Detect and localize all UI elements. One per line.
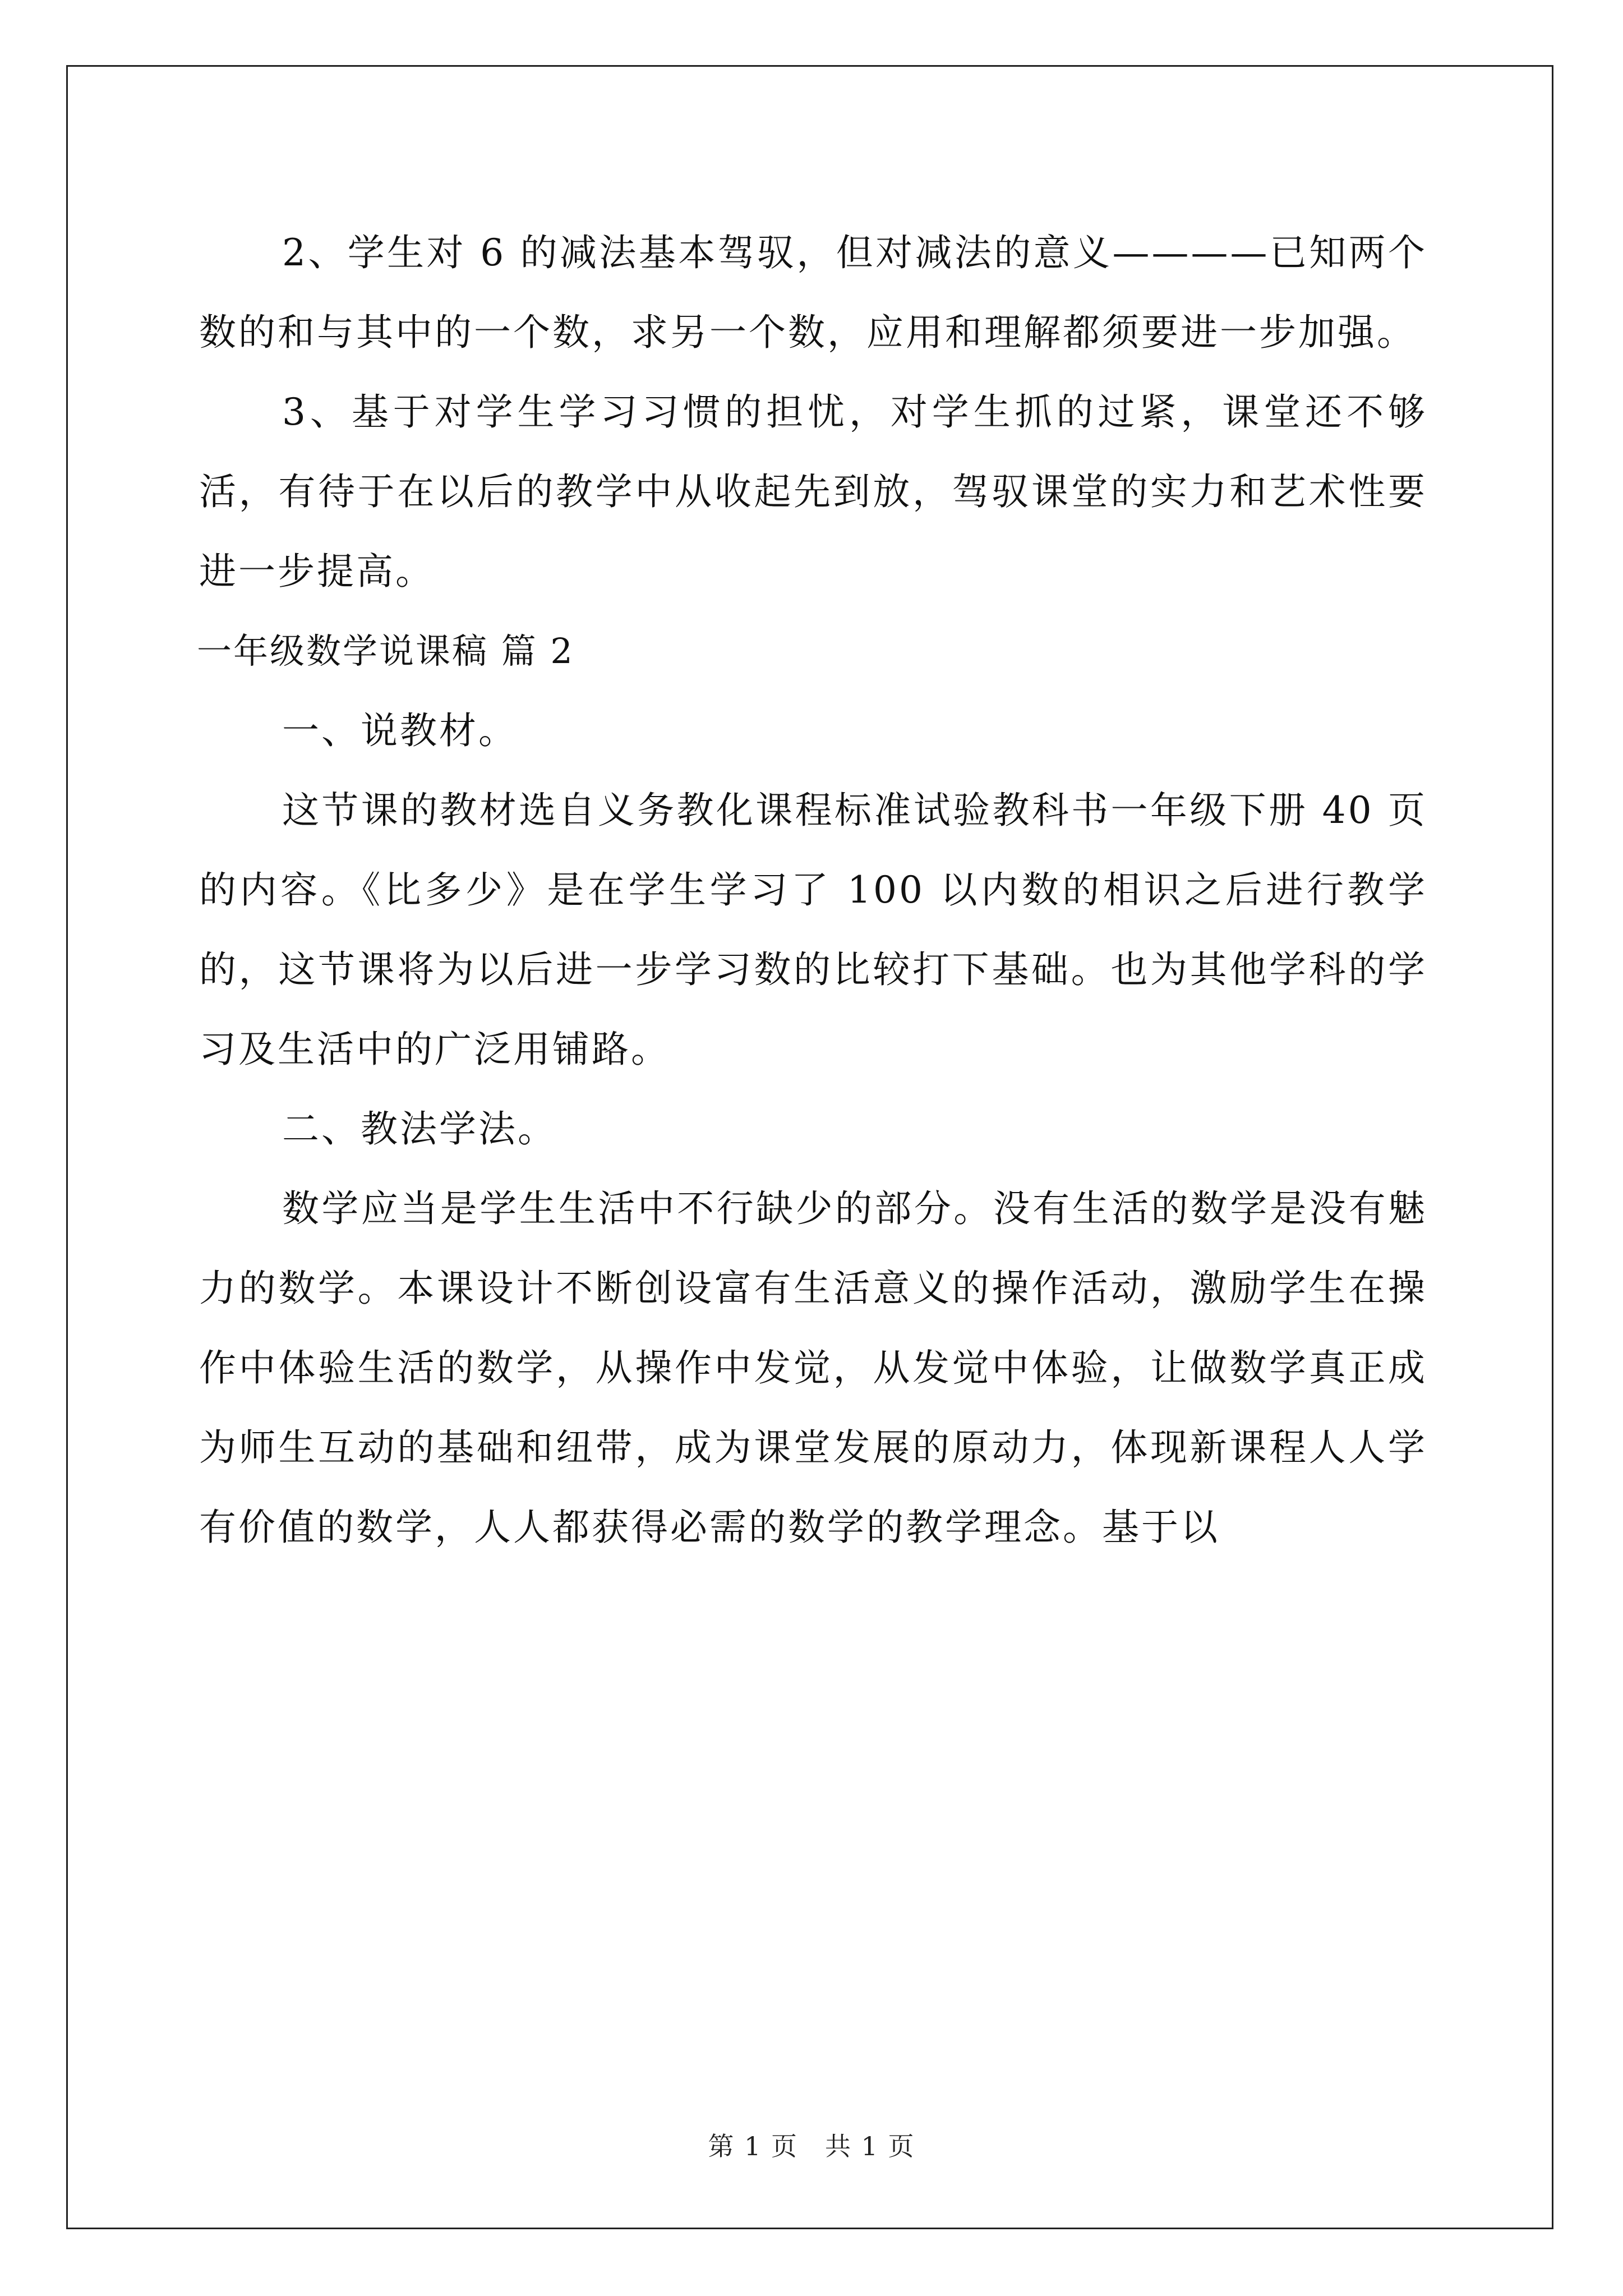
paragraph-3: 一、说教材。 (282, 709, 518, 752)
page-footer: 第 1 页 共 1 页 (708, 2131, 915, 2161)
paragraph-6: 数学应当是学生生活中不行缺少的部分。没有生活的数学是没有魅力的数学。本课设计不断创设富有生活意义的操作活动，激励学生在操作中体验生活的数学，从操作中发觉，从发觉中体验，让做数学真正成为师生互动的基础和纽带，成为课堂发展的原动力，体现新课程人人学有价值的数学，人人都获得必需的数学的教学理念。基于以 (199, 1187, 1427, 1549)
section-heading: 一年级数学说课稿 篇 2 (197, 631, 574, 671)
paragraph-5: 二、教法学法。 (282, 1107, 557, 1151)
paragraph-4: 这节课的教材选自义务教化课程标准试验教科书一年级下册 40 页的内容。《比多少》是在学生学习了 100 以内数的相识之后进行教学的，这节课将为以后进一步学习数的比较打下基础。也为其他学科的学习及生活中的广泛用铺路。 (199, 789, 1427, 1071)
document-body (199, 213, 1427, 1567)
paragraph-2: 3、基于对学生学习习惯的担忧，对学生抓的过紧，课堂还不够活，有待于在以后的教学中从收起先到放，驾驭课堂的实力和艺术性要进一步提高。 (199, 390, 1427, 593)
paragraph-1: 2、学生对 6 的减法基本驾驭，但对减法的意义————已知两个数的和与其中的一个数，求另一个数，应用和理解都须要进一步加强。 (199, 231, 1427, 354)
